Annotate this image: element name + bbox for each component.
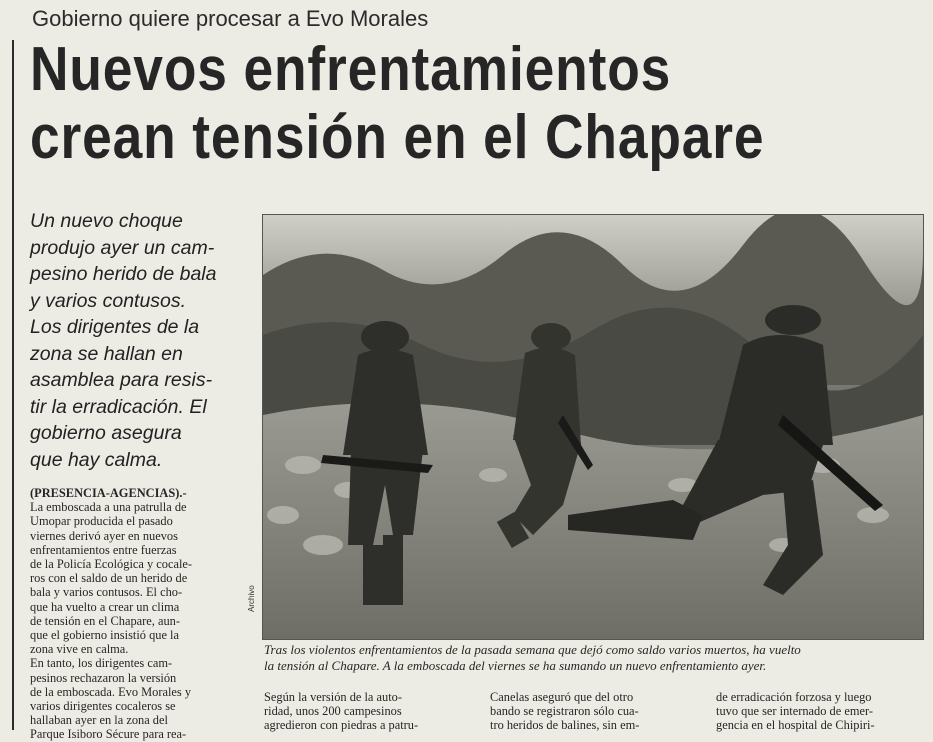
lede-line: Un nuevo choque: [30, 210, 183, 232]
lede-line: tir la erradicación. El: [30, 395, 207, 418]
body-line: enfrentamientos entre fuerzas: [30, 542, 177, 557]
body-column-1: [30, 486, 250, 742]
lede-line: y varios contusos.: [30, 289, 187, 312]
lede-line: que hay calma.: [30, 448, 163, 471]
news-photo: [262, 214, 924, 640]
body-line: viernes derivó ayer en nuevos: [30, 528, 178, 543]
body-line: que el gobierno insistió que la: [30, 628, 180, 643]
body-line: gencia en el hospital de Chipiri-: [716, 718, 875, 733]
body-line: bala y varios contusos. El cho-: [30, 585, 183, 600]
body-line: de la emboscada. Evo Morales y: [30, 684, 192, 699]
lede-line: asamblea para resis-: [30, 369, 213, 391]
lede-line: produjo ayer un cam-: [30, 236, 215, 259]
body-line: Canelas aseguró que del otro: [490, 690, 634, 704]
lede-line: zona se hallan en: [30, 342, 183, 365]
body-line: Parque Isiboro Sécure para rea-: [30, 727, 187, 742]
body-line: de erradicación forzosa y luego: [716, 690, 872, 704]
body-line: agredieron con piedras a patru-: [264, 718, 419, 733]
body-column-4: [716, 690, 928, 733]
lede-line: Los dirigentes de la: [30, 316, 200, 338]
body-line: de tensión en el Chapare, aun-: [30, 613, 181, 628]
headline-line-1: Nuevos enfrentamientos: [30, 35, 672, 104]
photo-credit: Archivo: [247, 585, 256, 612]
body-line: Umopar producida el pasado: [30, 514, 173, 529]
lede-line: pesino herido de bala: [30, 263, 217, 285]
lede-line: gobierno asegura: [30, 422, 182, 444]
body-line: zona vive en calma.: [30, 642, 129, 657]
body-line: de la Policía Ecológica y cocale-: [30, 557, 193, 572]
body-line: Según la versión de la auto-: [264, 690, 402, 704]
body-line: varios dirigentes cocaleros se: [30, 699, 176, 714]
headline-line-2: crean tensión en el Chapare: [30, 103, 765, 172]
body-column-3: [490, 690, 702, 733]
agency-credit: (PRESENCIA-AGENCIAS).-: [30, 486, 187, 500]
body-line: que ha vuelto a crear un clima: [30, 599, 180, 614]
photo-caption: [264, 642, 924, 674]
body-line: tro heridos de balines, sin em-: [490, 718, 640, 733]
body-column-2: [264, 690, 476, 733]
body-line: ros con el saldo de un herido de: [30, 571, 188, 586]
body-line: hallaban ayer en la zona del: [30, 713, 168, 728]
kicker: Gobierno quiere procesar a Evo Morales: [32, 6, 429, 31]
headline: [30, 36, 800, 172]
soldiers-photo-illustration: [263, 215, 923, 639]
body-line: tuvo que ser internado de emer-: [716, 704, 873, 719]
caption-line-2: la tensión al Chapare. A la emboscada del viernes se ha sumando un nuevo enfrentamiento ayer.: [264, 658, 767, 673]
caption-line-1: Tras los violentos enfrentamientos de la pasada semana que dejó como saldo varios muertos, ha vuelto: [264, 642, 801, 657]
body-line: ridad, unos 200 campesinos: [264, 704, 402, 719]
body-line: pesinos rechazaron la versión: [30, 670, 177, 685]
body-line: La emboscada a una patrulla de: [30, 500, 187, 515]
lede: [30, 208, 254, 473]
column-rule: [12, 40, 14, 730]
body-line: En tanto, los dirigentes cam-: [30, 656, 173, 671]
body-line: bando se registraron sólo cua-: [490, 704, 639, 719]
